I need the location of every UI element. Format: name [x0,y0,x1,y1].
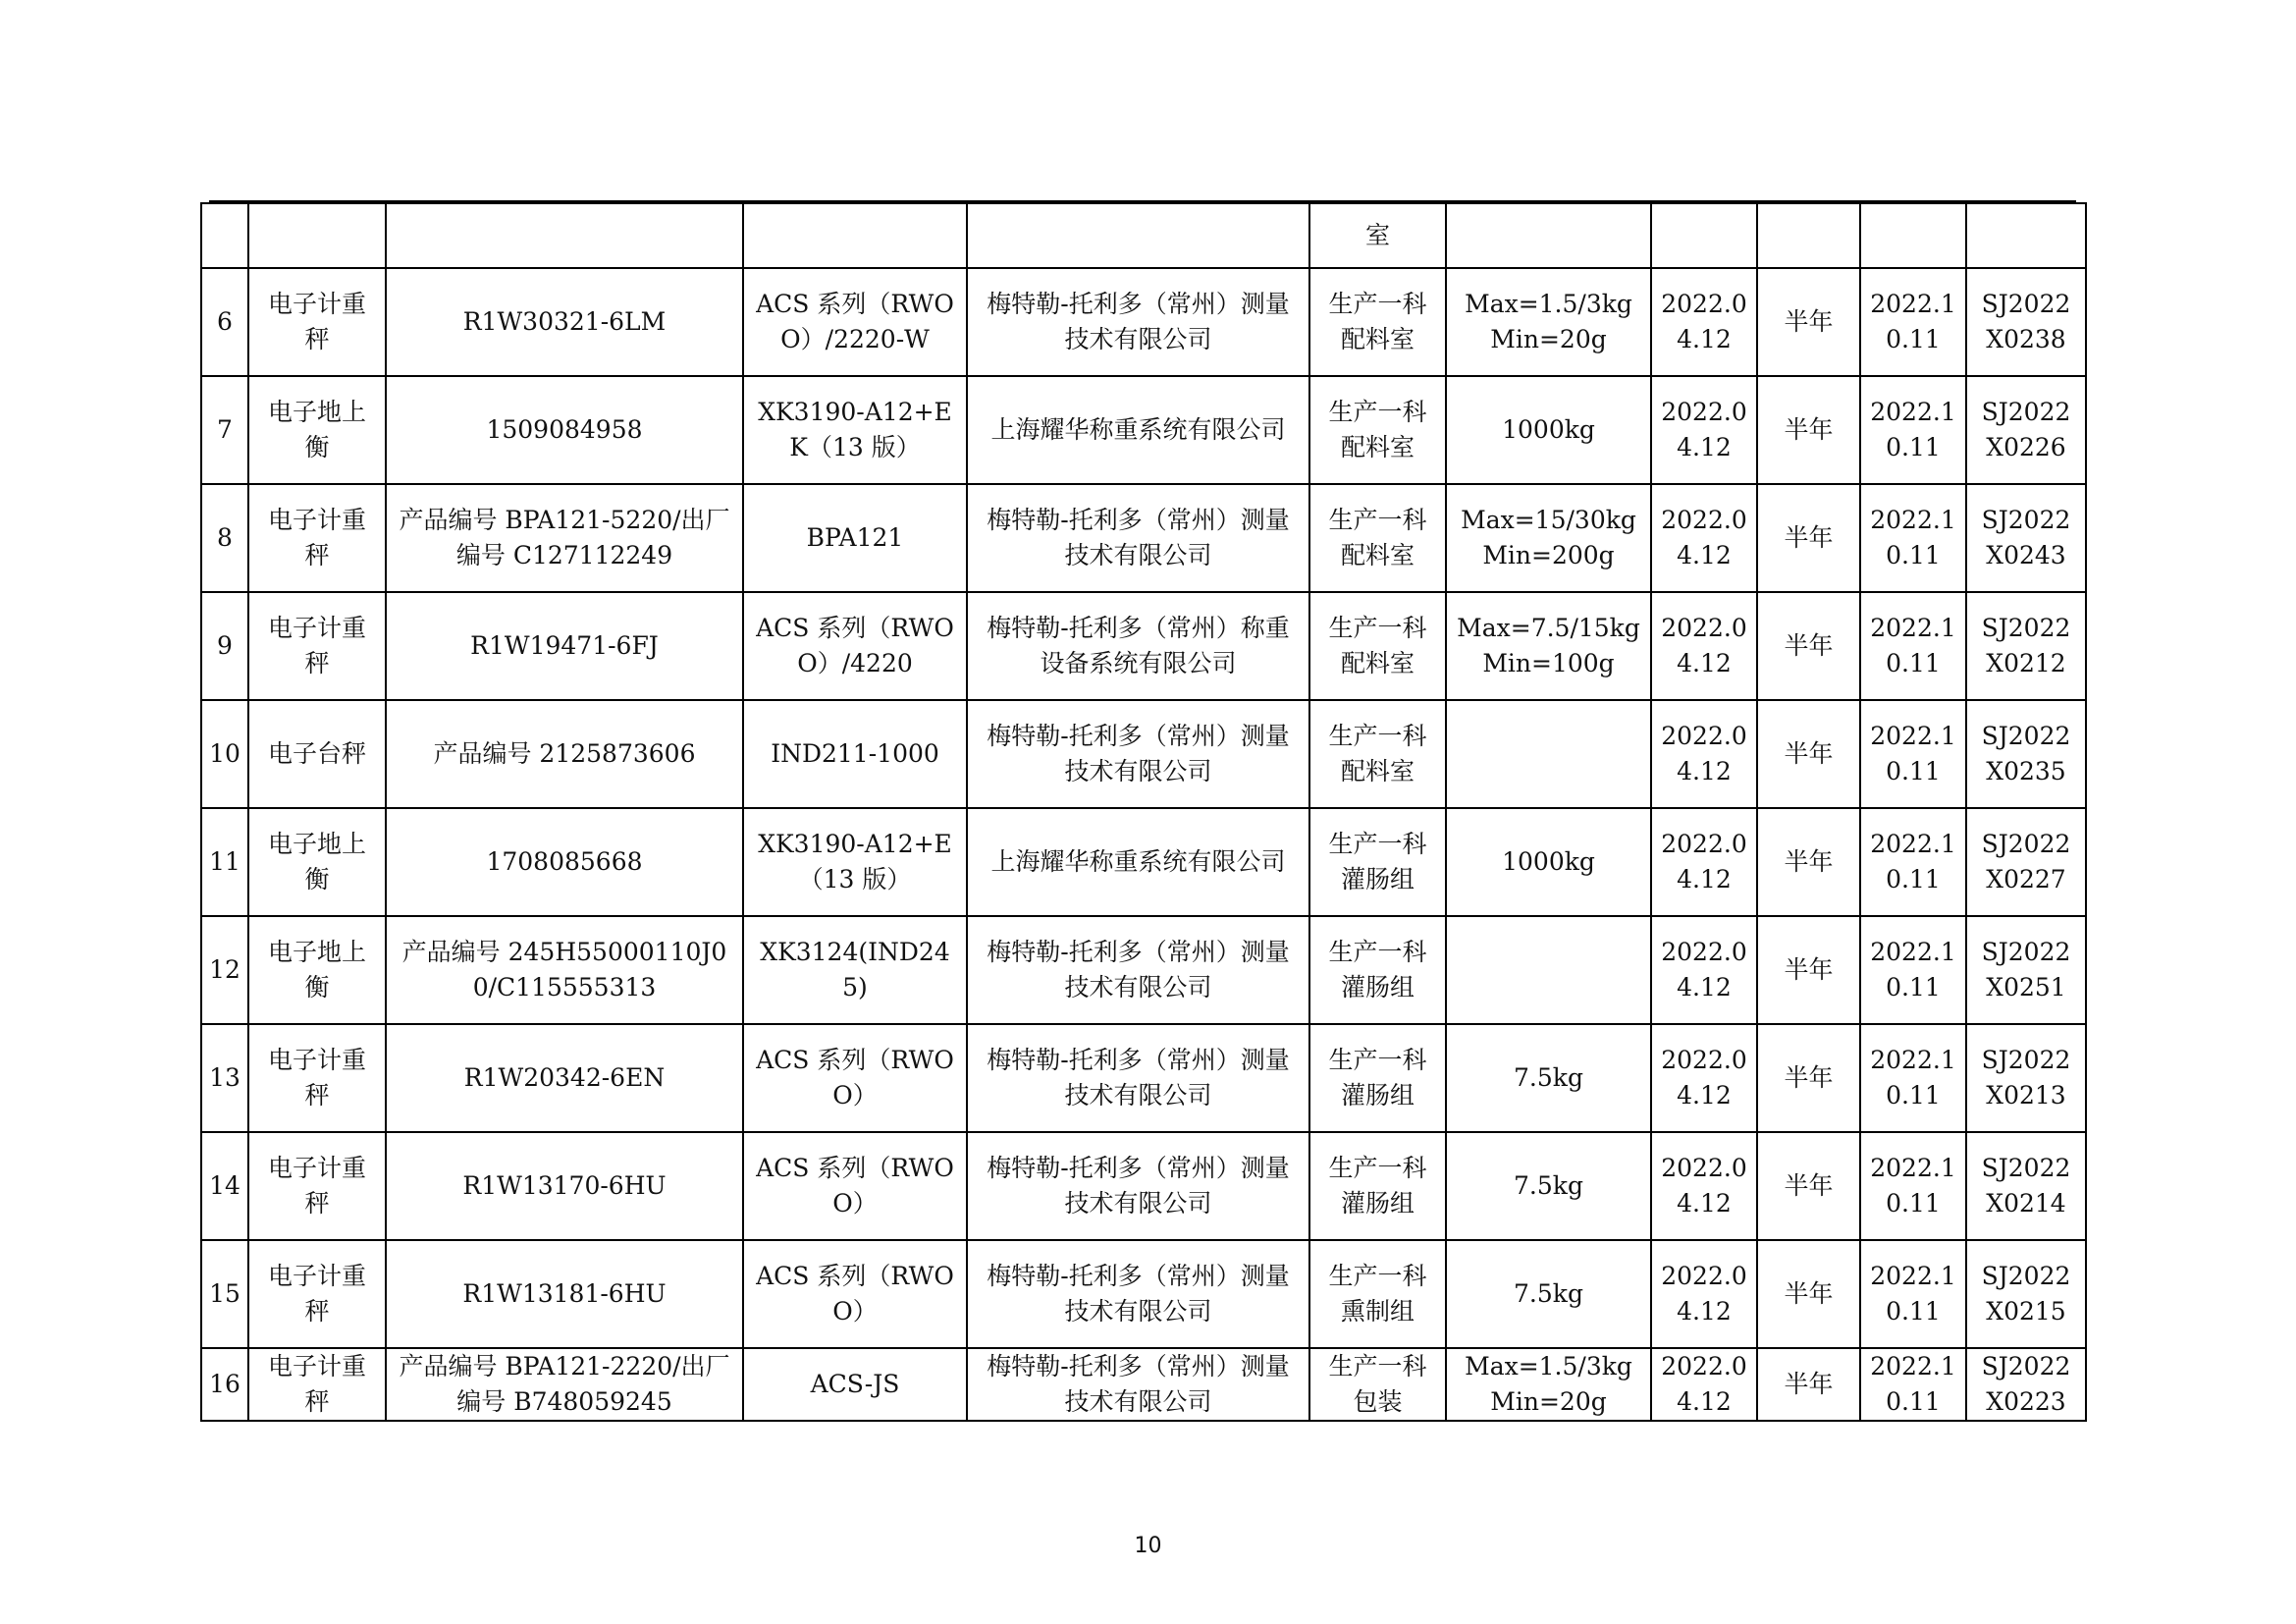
location-cell: 生产一科配料室 [1309,268,1446,376]
certificate-cell: SJ2022X0213 [1966,1024,2086,1132]
location-cell: 生产一科配料室 [1309,700,1446,808]
serial-number-cell: R1W13170-6HU [386,1132,743,1240]
location-cell: 生产一科灌肠组 [1309,1132,1446,1240]
range-cell: 1000kg [1446,808,1651,916]
cycle-cell: 半年 [1757,1348,1860,1421]
range-cell [1446,916,1651,1024]
manufacturer-cell: 上海耀华称重系统有限公司 [967,376,1309,484]
table-row [201,808,2086,916]
cycle-cell: 半年 [1757,808,1860,916]
index-cell: 7 [201,376,248,484]
location-cell: 生产一科灌肠组 [1309,916,1446,1024]
certificate-cell: SJ2022X0226 [1966,376,2086,484]
location-cell: 生产一科包装 [1309,1348,1446,1421]
table-row [201,268,2086,376]
model-cell: ACS 系列（RWOO） [743,1024,967,1132]
model-cell: ACS 系列（RWOO） [743,1240,967,1348]
range-cell: Max=7.5/15kg Min=100g [1446,592,1651,700]
cycle-cell: 半年 [1757,700,1860,808]
serial-number-cell: R1W13181-6HU [386,1240,743,1348]
certificate-cell: SJ2022X0212 [1966,592,2086,700]
serial-number-cell: R1W19471-6FJ [386,592,743,700]
model-cell: XK3124(IND245) [743,916,967,1024]
index-cell: 9 [201,592,248,700]
range-cell: Max=1.5/3kg Min=20g [1446,1348,1651,1421]
manufacturer-cell: 梅特勒-托利多（常州）测量技术有限公司 [967,700,1309,808]
next-date-cell: 2022.10.11 [1860,1240,1966,1348]
cycle-cell: 半年 [1757,916,1860,1024]
next-date-cell: 2022.10.11 [1860,484,1966,592]
location-cell: 生产一科配料室 [1309,592,1446,700]
manufacturer-cell: 梅特勒-托利多（常州）测量技术有限公司 [967,484,1309,592]
model-cell: XK3190-A12+E（13 版） [743,808,967,916]
manufacturer-cell [967,203,1309,268]
next-date-cell [1860,203,1966,268]
model-cell: ACS-JS [743,1348,967,1421]
device-name-cell [248,203,386,268]
serial-number-cell: 产品编号 2125873606 [386,700,743,808]
device-name-cell: 电子计重秤 [248,592,386,700]
next-date-cell: 2022.10.11 [1860,916,1966,1024]
calibration-date-cell: 2022.04.12 [1651,1024,1757,1132]
calibration-date-cell: 2022.04.12 [1651,268,1757,376]
certificate-cell: SJ2022X0215 [1966,1240,2086,1348]
manufacturer-cell: 上海耀华称重系统有限公司 [967,808,1309,916]
table-row [201,592,2086,700]
index-cell: 16 [201,1348,248,1421]
location-cell: 生产一科熏制组 [1309,1240,1446,1348]
table-row [201,1348,2086,1421]
index-cell: 10 [201,700,248,808]
table-row [201,1132,2086,1240]
certificate-cell: SJ2022X0235 [1966,700,2086,808]
device-name-cell: 电子地上衡 [248,376,386,484]
equipment-table [200,202,2087,1422]
certificate-cell: SJ2022X0243 [1966,484,2086,592]
model-cell: ACS 系列（RWOO）/2220-W [743,268,967,376]
range-cell: 7.5kg [1446,1024,1651,1132]
location-cell: 生产一科灌肠组 [1309,808,1446,916]
device-name-cell: 电子计重秤 [248,1240,386,1348]
serial-number-cell: 产品编号 BPA121-2220/出厂编号 B748059245 [386,1348,743,1421]
calibration-date-cell: 2022.04.12 [1651,700,1757,808]
table-row [201,916,2086,1024]
location-cell: 生产一科配料室 [1309,376,1446,484]
table-row [201,700,2086,808]
calibration-date-cell: 2022.04.12 [1651,808,1757,916]
model-cell: BPA121 [743,484,967,592]
manufacturer-cell: 梅特勒-托利多（常州）测量技术有限公司 [967,268,1309,376]
serial-number-cell: 1708085668 [386,808,743,916]
device-name-cell: 电子计重秤 [248,1024,386,1132]
model-cell: ACS 系列（RWOO）/4220 [743,592,967,700]
certificate-cell: SJ2022X0214 [1966,1132,2086,1240]
index-cell: 13 [201,1024,248,1132]
next-date-cell: 2022.10.11 [1860,592,1966,700]
cycle-cell: 半年 [1757,592,1860,700]
manufacturer-cell: 梅特勒-托利多（常州）称重设备系统有限公司 [967,592,1309,700]
range-cell: 7.5kg [1446,1240,1651,1348]
table-row [201,376,2086,484]
index-cell: 8 [201,484,248,592]
index-cell: 15 [201,1240,248,1348]
calibration-date-cell [1651,203,1757,268]
model-cell: XK3190-A12+EK（13 版） [743,376,967,484]
table-row-continued [201,203,2086,268]
device-name-cell: 电子计重秤 [248,1348,386,1421]
serial-number-cell [386,203,743,268]
manufacturer-cell: 梅特勒-托利多（常州）测量技术有限公司 [967,1024,1309,1132]
certificate-cell: SJ2022X0238 [1966,268,2086,376]
certificate-cell [1966,203,2086,268]
range-cell: 7.5kg [1446,1132,1651,1240]
range-cell [1446,700,1651,808]
next-date-cell: 2022.10.11 [1860,700,1966,808]
model-cell: ACS 系列（RWOO） [743,1132,967,1240]
range-cell: Max=15/30kg Min=200g [1446,484,1651,592]
location-cell: 生产一科灌肠组 [1309,1024,1446,1132]
range-cell [1446,203,1651,268]
certificate-cell: SJ2022X0227 [1966,808,2086,916]
device-name-cell: 电子地上衡 [248,916,386,1024]
table-row [201,484,2086,592]
cycle-cell [1757,203,1860,268]
model-cell: IND211-1000 [743,700,967,808]
next-date-cell: 2022.10.11 [1860,1024,1966,1132]
manufacturer-cell: 梅特勒-托利多（常州）测量技术有限公司 [967,1132,1309,1240]
next-date-cell: 2022.10.11 [1860,808,1966,916]
calibration-date-cell: 2022.04.12 [1651,484,1757,592]
range-cell: 1000kg [1446,376,1651,484]
model-cell [743,203,967,268]
next-date-cell: 2022.10.11 [1860,268,1966,376]
next-date-cell: 2022.10.11 [1860,1348,1966,1421]
serial-number-cell: R1W30321-6LM [386,268,743,376]
cycle-cell: 半年 [1757,1024,1860,1132]
index-cell: 12 [201,916,248,1024]
calibration-date-cell: 2022.04.12 [1651,592,1757,700]
certificate-cell: SJ2022X0223 [1966,1348,2086,1421]
device-name-cell: 电子计重秤 [248,1132,386,1240]
index-cell: 11 [201,808,248,916]
calibration-date-cell: 2022.04.12 [1651,1240,1757,1348]
location-cell: 室 [1309,203,1446,268]
page-number: 10 [1134,1534,1162,1558]
index-cell: 14 [201,1132,248,1240]
index-cell: 6 [201,268,248,376]
serial-number-cell: 产品编号 245H55000110J00/C115555313 [386,916,743,1024]
serial-number-cell: R1W20342-6EN [386,1024,743,1132]
cycle-cell: 半年 [1757,376,1860,484]
location-cell: 生产一科配料室 [1309,484,1446,592]
serial-number-cell: 1509084958 [386,376,743,484]
manufacturer-cell: 梅特勒-托利多（常州）测量技术有限公司 [967,1348,1309,1421]
range-cell: Max=1.5/3kg Min=20g [1446,268,1651,376]
certificate-cell: SJ2022X0251 [1966,916,2086,1024]
cycle-cell: 半年 [1757,1240,1860,1348]
table-row [201,1240,2086,1348]
serial-number-cell: 产品编号 BPA121-5220/出厂编号 C127112249 [386,484,743,592]
calibration-date-cell: 2022.04.12 [1651,1132,1757,1240]
manufacturer-cell: 梅特勒-托利多（常州）测量技术有限公司 [967,1240,1309,1348]
calibration-date-cell: 2022.04.12 [1651,916,1757,1024]
device-name-cell: 电子计重秤 [248,484,386,592]
cycle-cell: 半年 [1757,268,1860,376]
device-name-cell: 电子计重秤 [248,268,386,376]
device-name-cell: 电子地上衡 [248,808,386,916]
manufacturer-cell: 梅特勒-托利多（常州）测量技术有限公司 [967,916,1309,1024]
device-name-cell: 电子台秤 [248,700,386,808]
cycle-cell: 半年 [1757,484,1860,592]
index-cell [201,203,248,268]
table-row [201,1024,2086,1132]
calibration-date-cell: 2022.04.12 [1651,376,1757,484]
next-date-cell: 2022.10.11 [1860,1132,1966,1240]
cycle-cell: 半年 [1757,1132,1860,1240]
calibration-date-cell: 2022.04.12 [1651,1348,1757,1421]
next-date-cell: 2022.10.11 [1860,376,1966,484]
